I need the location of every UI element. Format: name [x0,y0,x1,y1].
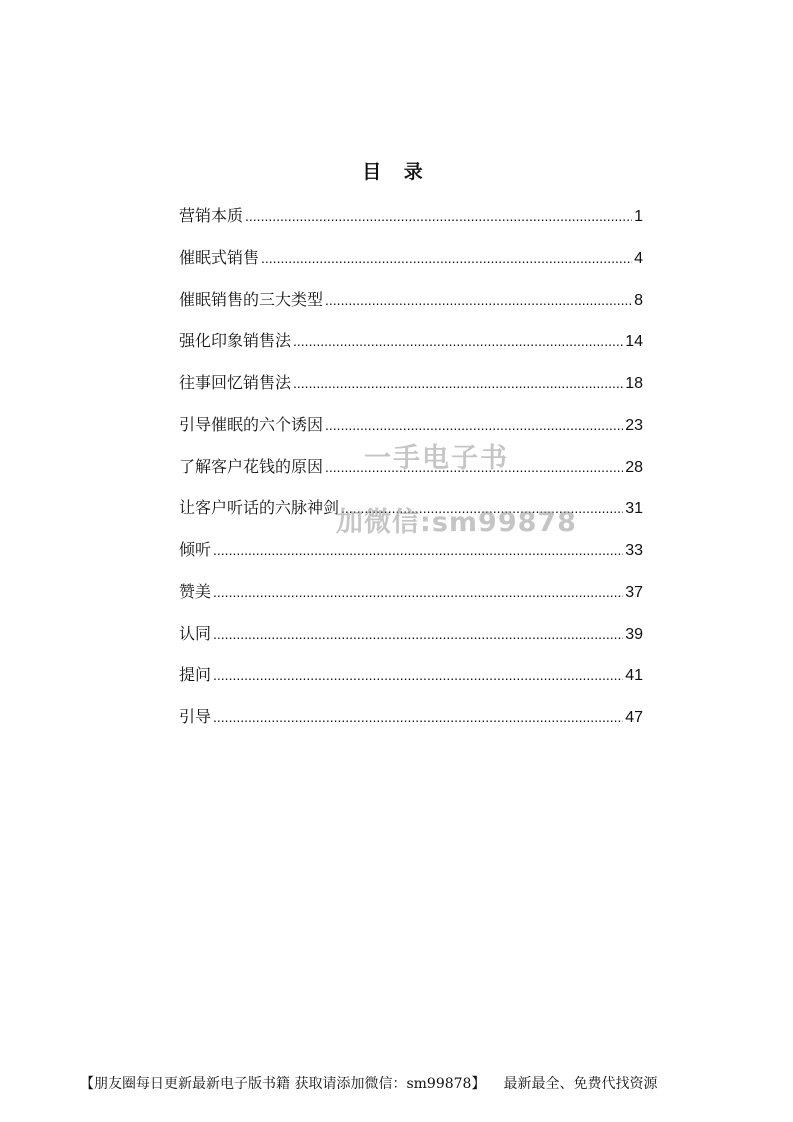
toc-leader-dots [293,327,623,355]
toc-entry-label: 让客户听话的六脉神剑 [179,498,340,518]
toc-entry[interactable] [179,703,643,745]
toc-leader-dots [261,244,632,272]
toc-entry-label: 强化印象销售法 [179,331,292,351]
toc-leader-dots [213,703,623,731]
toc-leader-dots [213,536,623,564]
toc-entry[interactable] [179,286,643,328]
toc-entry[interactable] [179,453,643,495]
toc-entry-label: 营销本质 [179,206,244,225]
toc-leader-dots [325,286,632,314]
toc-entry[interactable] [179,369,643,411]
toc-entry-label: 催眠销售的三大类型 [179,289,324,309]
footer-banner [80,1073,740,1095]
toc-entry-label: 倾听 [179,540,212,559]
toc-entry-label: 引导 [179,707,212,726]
toc-entry-page: 37 [625,583,643,601]
toc-entry[interactable] [179,327,643,369]
toc-entry-page: 1 [634,208,643,225]
toc-entry-page: 41 [625,667,643,685]
footer-right-text: 最新最全、免费代找资源 [503,1076,658,1092]
toc-entry-page: 39 [625,625,643,643]
toc-list [179,202,643,745]
toc-entry-page: 31 [625,500,643,518]
footer-left-text: 【朋友圈每日更新最新电子版书籍 获取请添加微信：sm99878】 [80,1076,486,1092]
toc-leader-dots [325,453,623,481]
toc-entry[interactable] [179,578,643,620]
toc-entry-page: 14 [625,333,643,351]
toc-entry-label: 认同 [179,623,212,643]
toc-entry[interactable] [179,244,643,286]
toc-entry[interactable] [179,620,643,662]
toc-entry-label: 往事回忆销售法 [179,373,292,392]
toc-title: 目 录 [362,161,431,183]
toc-leader-dots [293,369,623,397]
toc-entry-label: 了解客户花钱的原因 [179,456,324,476]
toc-entry[interactable] [179,411,643,453]
toc-entry-page: 23 [625,416,643,434]
toc-entry[interactable] [179,536,643,578]
toc-entry-page: 4 [634,249,643,267]
watermark-line-2: 加微信:sm99878 [336,507,577,538]
toc-entry-label: 催眠式销售 [179,247,260,267]
toc-leader-dots [245,202,632,230]
toc-entry-page: 8 [634,291,643,309]
watermark-line-1: 一手电子书 [364,443,509,474]
toc-entry-label: 引导催眠的六个诱因 [179,414,324,434]
toc-entry-page: 33 [625,542,643,559]
toc-entry-page: 28 [625,458,643,476]
toc-entry-page: 18 [625,375,643,392]
toc-leader-dots [213,620,623,648]
toc-entry-label: 赞美 [179,581,212,601]
toc-leader-dots [325,411,623,439]
toc-entry-page: 47 [625,709,643,726]
toc-leader-dots [213,578,623,606]
toc-leader-dots [213,661,623,689]
toc-entry[interactable] [179,661,643,703]
toc-leader-dots [341,494,623,522]
toc-entry-label: 提问 [179,665,212,685]
toc-entry[interactable] [179,202,643,244]
toc-entry[interactable] [179,494,643,536]
